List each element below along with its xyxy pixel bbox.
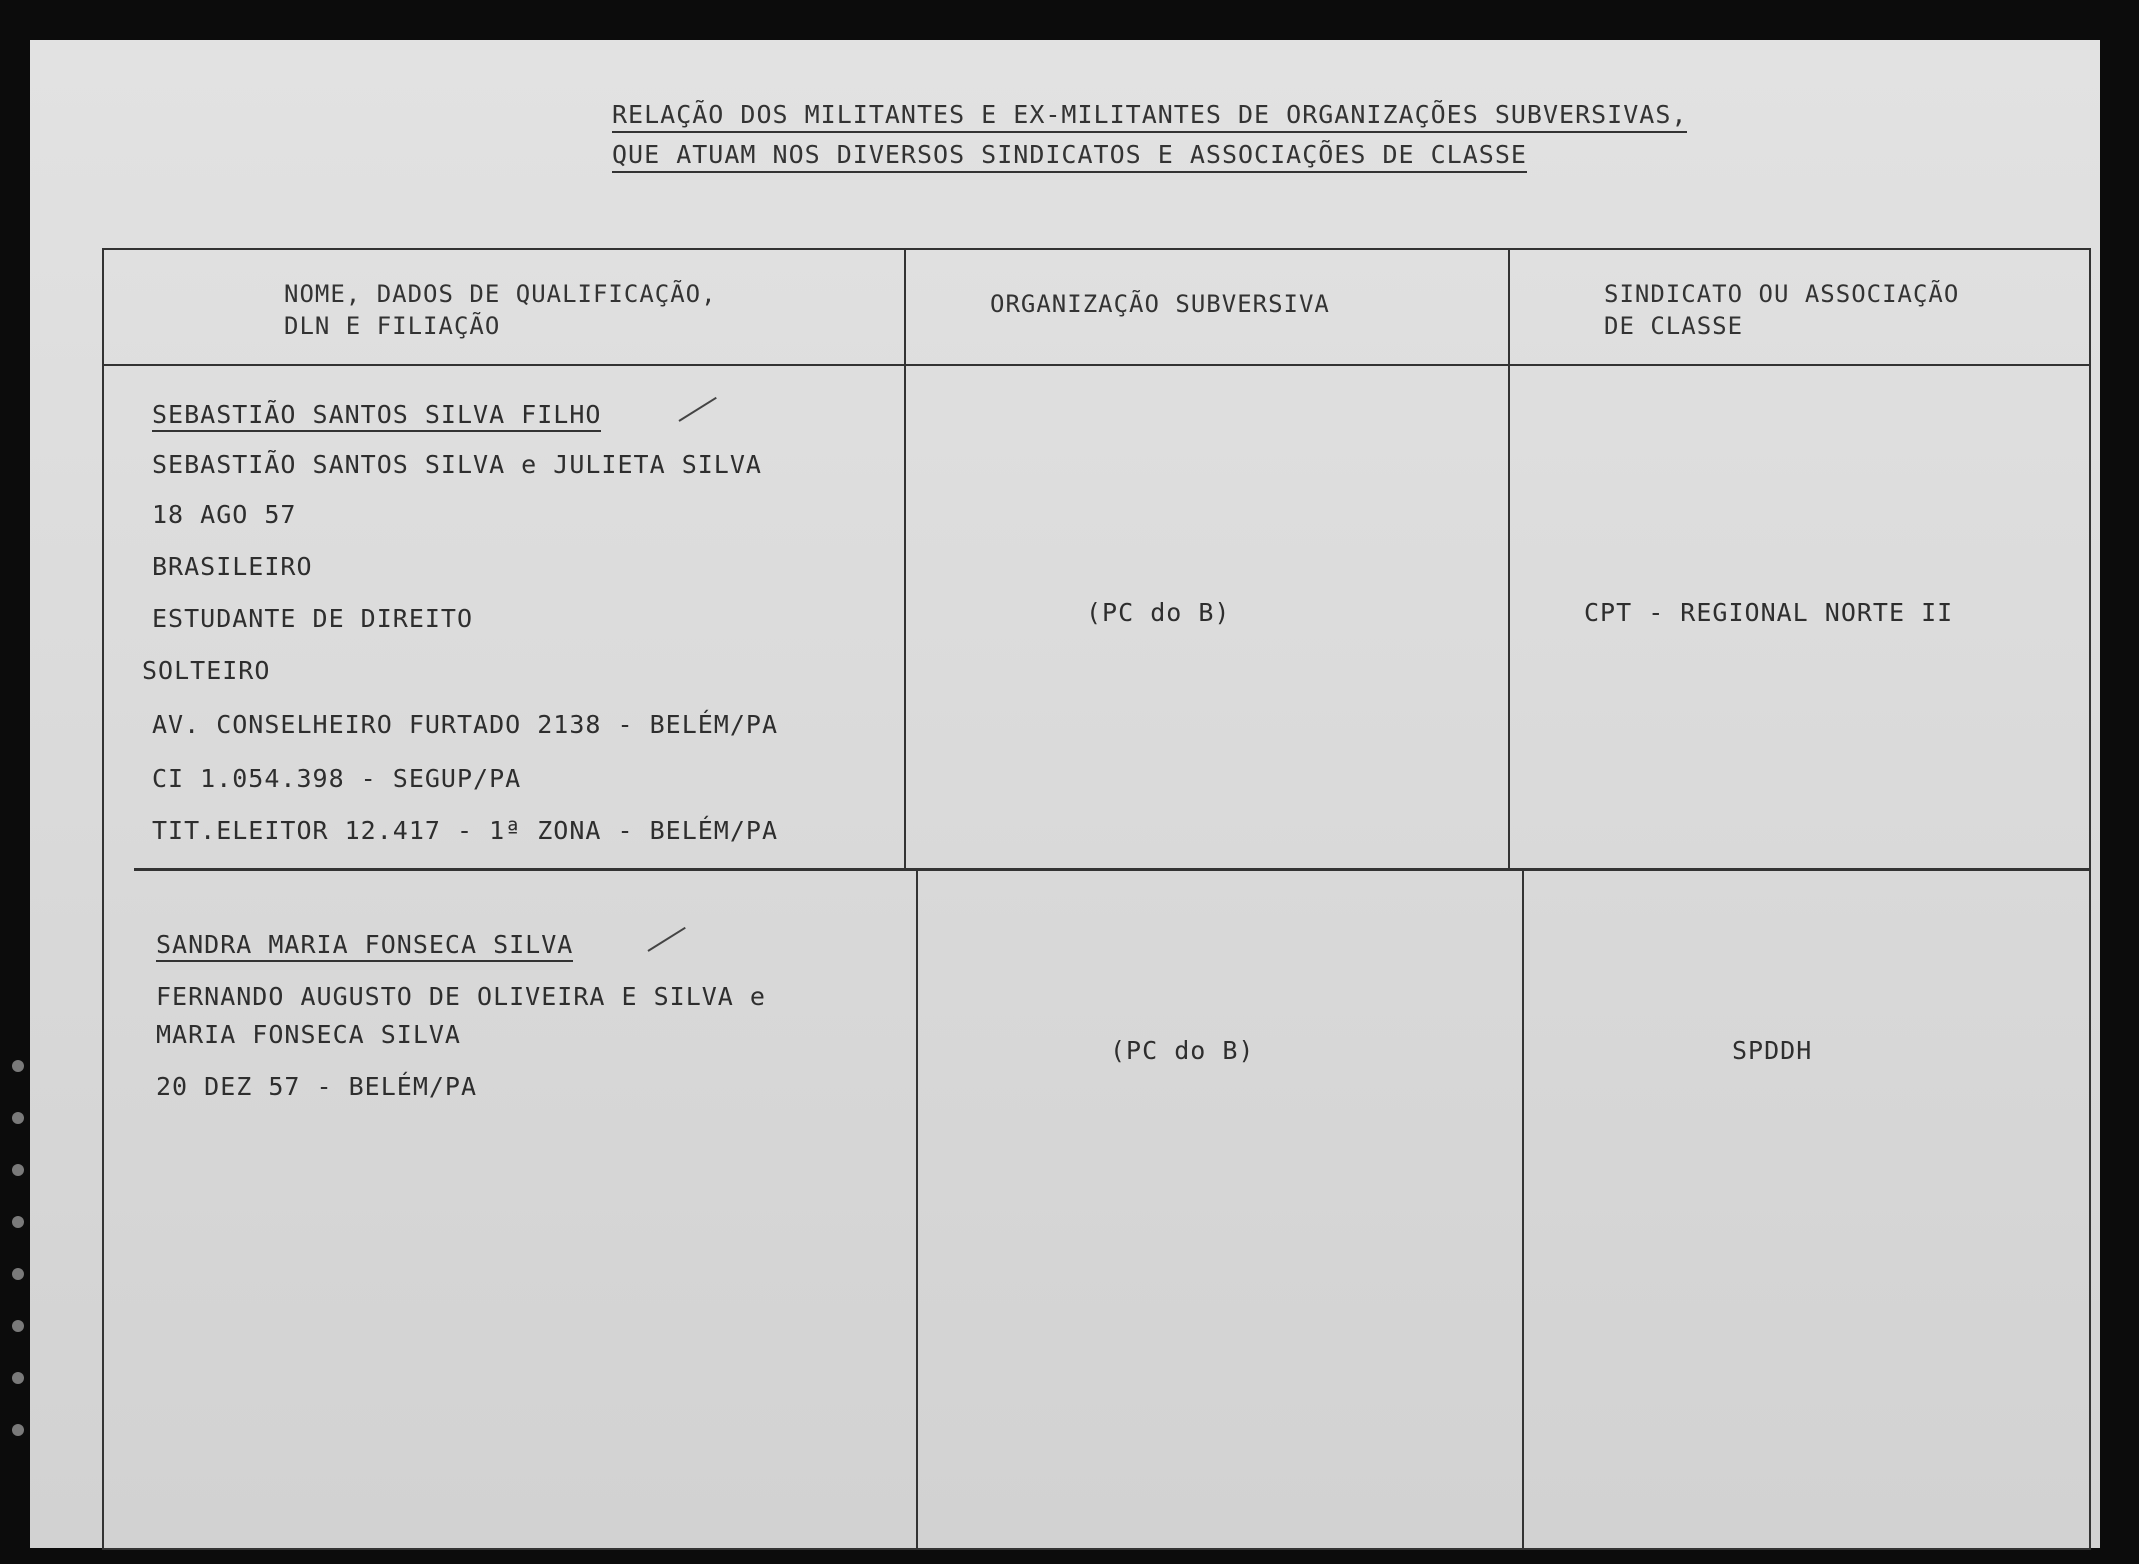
record-1-marital-status: SOLTEIRO bbox=[142, 656, 271, 685]
column-divider-2-bottom bbox=[1522, 870, 1524, 1548]
record-1-birth-date: 18 AGO 57 bbox=[152, 500, 297, 529]
record-1-union: CPT - REGIONAL NORTE II bbox=[1584, 598, 1954, 627]
record-1-organization: (PC do B) bbox=[1086, 598, 1231, 627]
record-2-birth-info: 20 DEZ 57 - BELÉM/PA bbox=[156, 1072, 478, 1101]
column-divider-1-bottom bbox=[916, 870, 918, 1548]
header-col-name-line-2: DLN E FILIAÇÃO bbox=[284, 312, 501, 340]
header-col-name bbox=[284, 278, 717, 342]
document-page bbox=[30, 40, 2100, 1548]
document-title-line-1: RELAÇÃO DOS MILITANTES E EX-MILITANTES DE ORGANIZAÇÕES SUBVERSIVAS, bbox=[612, 100, 1687, 133]
record-1-parents: SEBASTIÃO SANTOS SILVA e JULIETA SILVA bbox=[152, 450, 762, 479]
record-2-check-mark bbox=[647, 927, 685, 952]
header-col-name-line-1: NOME, DADOS DE QUALIFICAÇÃO, bbox=[284, 280, 717, 308]
header-col-union-line-2: DE CLASSE bbox=[1604, 312, 1744, 340]
record-1-id-card: CI 1.054.398 - SEGUP/PA bbox=[152, 764, 522, 793]
header-col-organization: ORGANIZAÇÃO SUBVERSIVA bbox=[990, 290, 1330, 318]
scan-top-edge bbox=[0, 0, 2139, 40]
record-1-name: SEBASTIÃO SANTOS SILVA FILHO bbox=[152, 400, 601, 432]
record-2-organization: (PC do B) bbox=[1110, 1036, 1255, 1065]
binder-holes bbox=[12, 1060, 30, 1480]
record-2-union: SPDDH bbox=[1732, 1036, 1813, 1065]
records-table bbox=[102, 248, 2091, 1550]
record-1-occupation: ESTUDANTE DE DIREITO bbox=[152, 604, 474, 633]
document-title-line-2: QUE ATUAM NOS DIVERSOS SINDICATOS E ASSOCIAÇÕES DE CLASSE bbox=[612, 140, 1527, 173]
record-1-check-mark bbox=[678, 397, 716, 422]
record-2-name: SANDRA MARIA FONSECA SILVA bbox=[156, 930, 573, 962]
column-divider-2-top bbox=[1508, 250, 1510, 870]
record-2-parents-line-2: MARIA FONSECA SILVA bbox=[156, 1020, 461, 1049]
record-1-address: AV. CONSELHEIRO FURTADO 2138 - BELÉM/PA bbox=[152, 710, 778, 739]
column-divider-1-top bbox=[904, 250, 906, 870]
record-2-parents-line-1: FERNANDO AUGUSTO DE OLIVEIRA E SILVA e bbox=[156, 982, 766, 1011]
record-divider bbox=[134, 868, 2089, 871]
header-divider bbox=[104, 364, 2089, 366]
header-col-union-line-1: SINDICATO OU ASSOCIAÇÃO bbox=[1604, 280, 1960, 308]
header-col-union bbox=[1604, 278, 1959, 342]
record-1-voter-id: TIT.ELEITOR 12.417 - 1ª ZONA - BELÉM/PA bbox=[152, 816, 778, 845]
record-1-nationality: BRASILEIRO bbox=[152, 552, 313, 581]
